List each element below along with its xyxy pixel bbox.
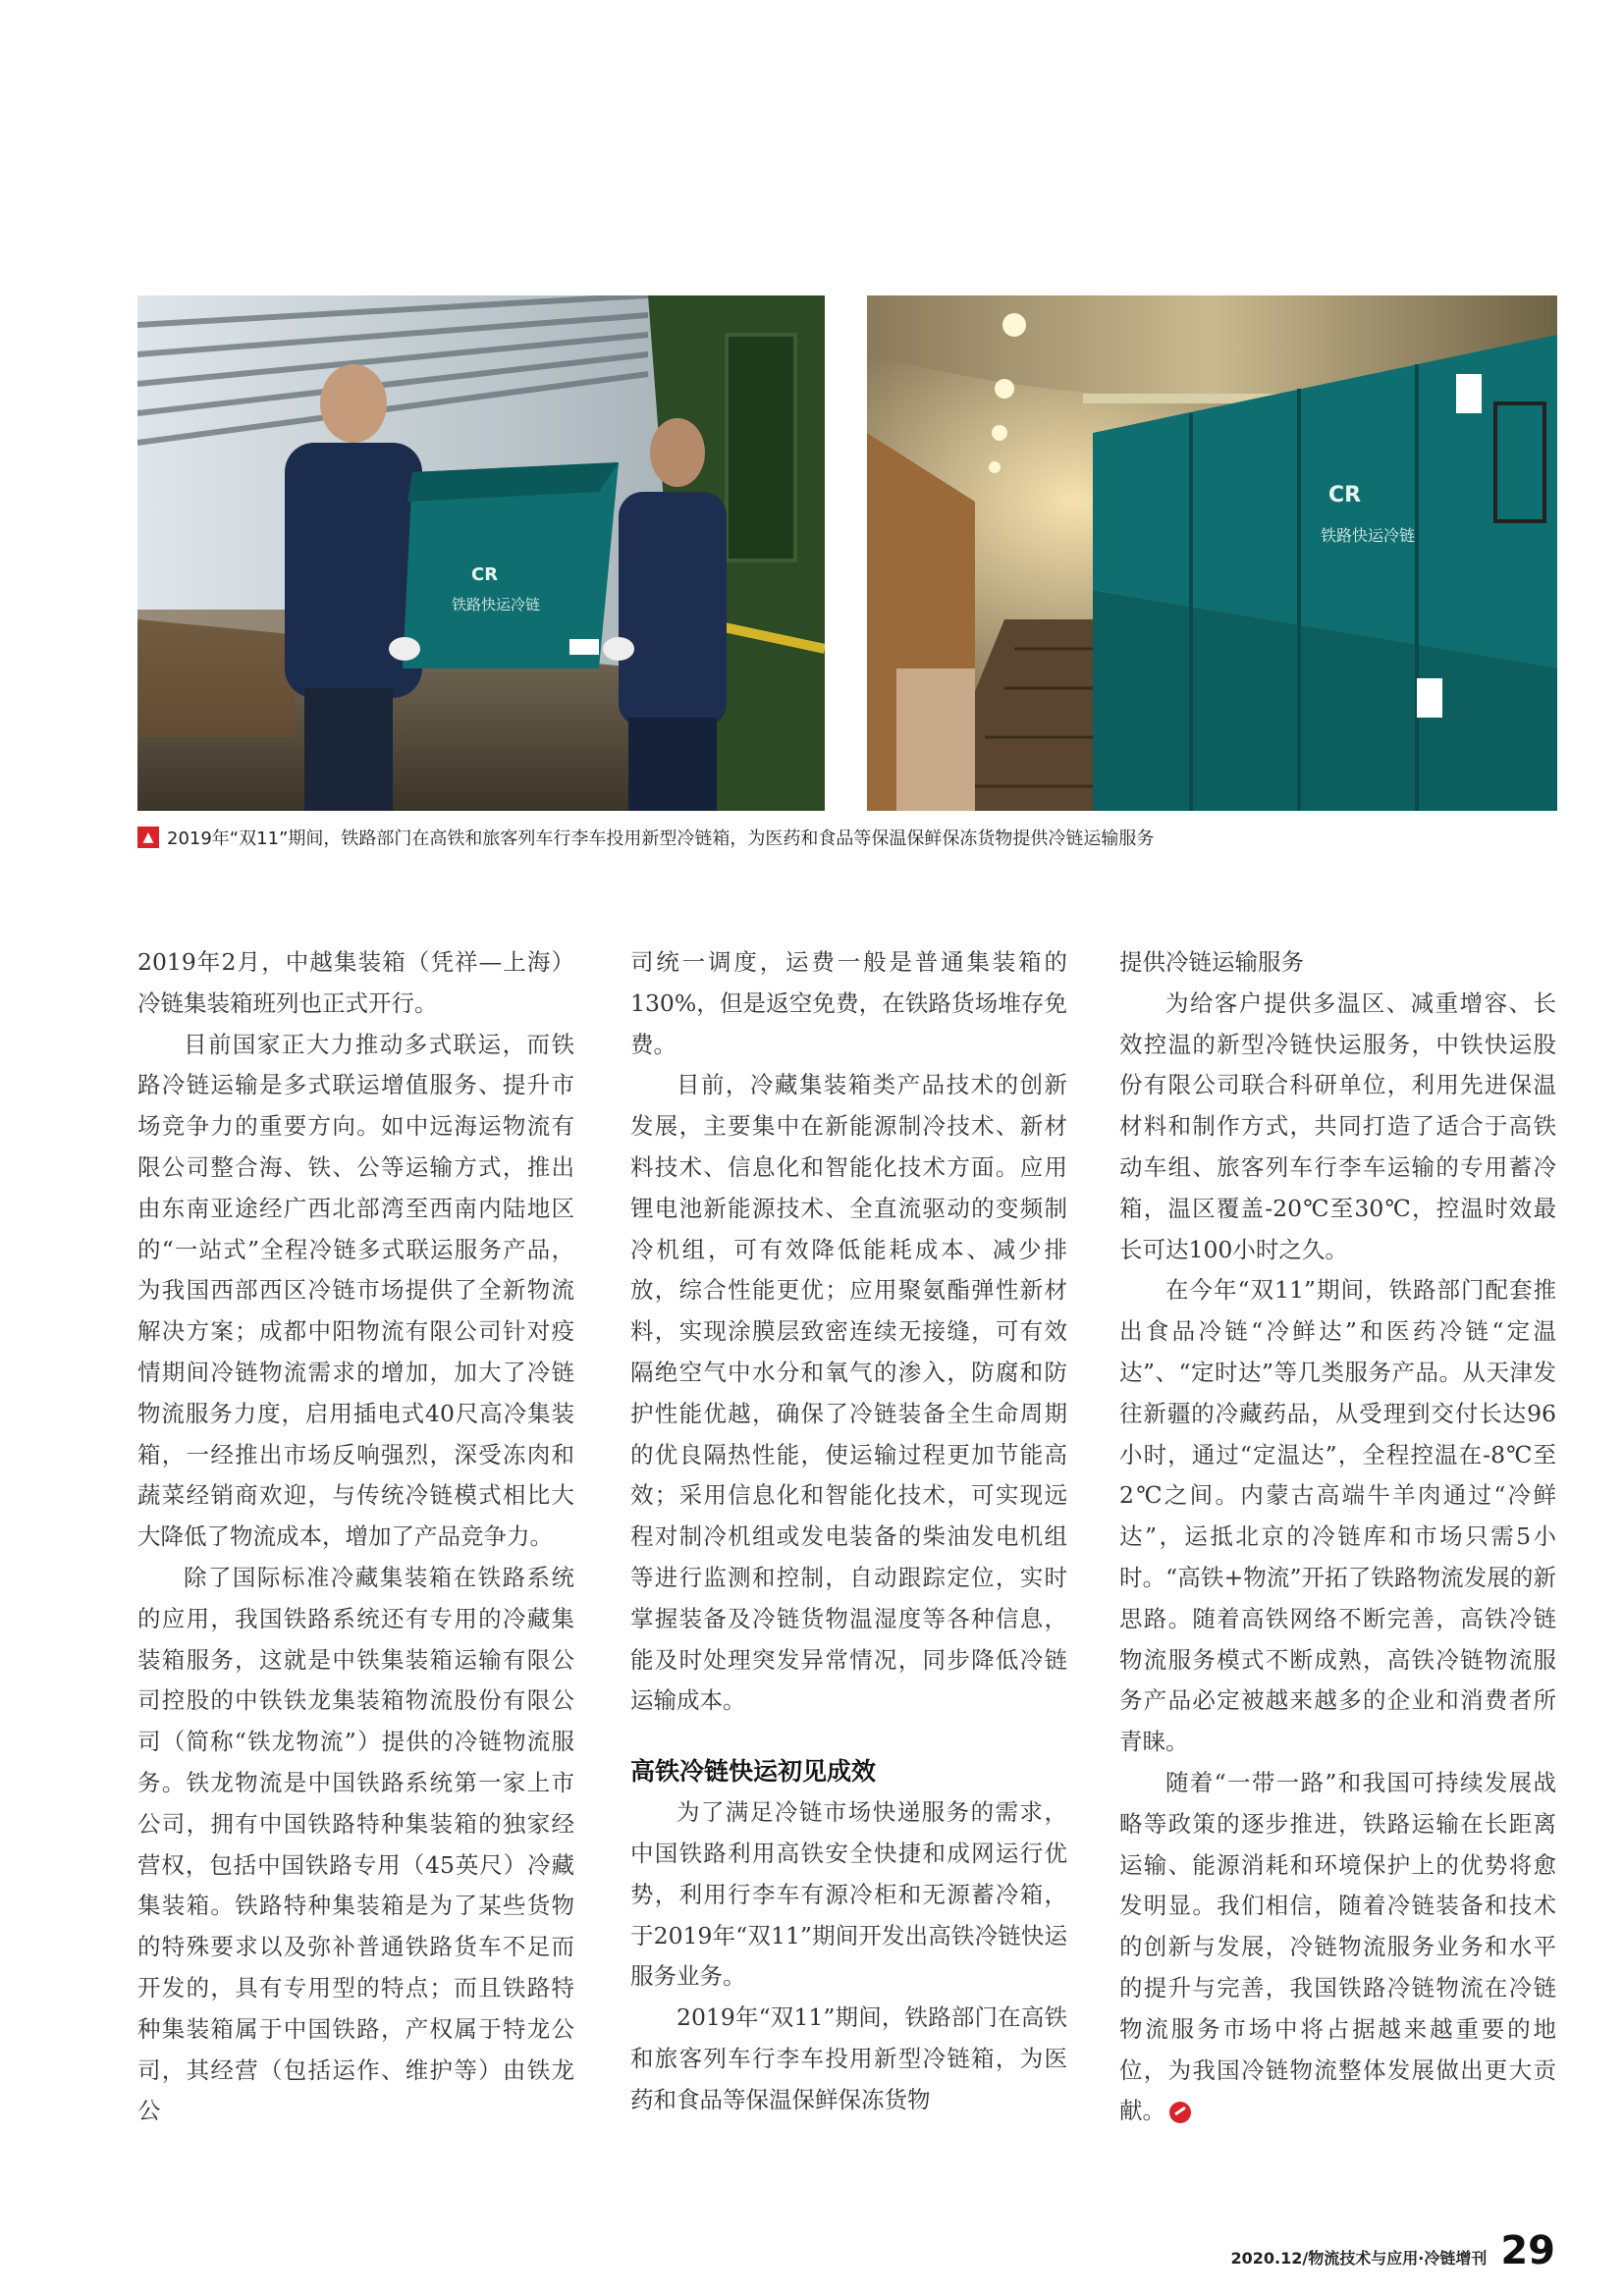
article-end-icon bbox=[1169, 2102, 1191, 2123]
caption-arrow-icon: ▲ bbox=[137, 827, 159, 848]
svg-text:铁路快运冷链: 铁路快运冷链 bbox=[452, 596, 541, 614]
page-number: 29 bbox=[1500, 2228, 1555, 2273]
photo-workers-loading bbox=[137, 295, 825, 811]
article-column-2 bbox=[630, 942, 1067, 2121]
paragraph-text: 随着“一带一路”和我国可持续发展战略等政策的逐步推进，铁路运输在长距离运输、能源消耗和环境保护上的优势将愈发明显。我们相信，随着冷链装备和技术的创新与发展，冷链物流服务业务和水平的提升与完善，我国铁路冷链物流在冷链物流服务市场中将占据越来越重要的地位，为我国冷链物流整体发展做出更大贡献。 bbox=[1119, 1768, 1556, 2125]
paragraph: 目前，冷藏集装箱类产品技术的创新发展，主要集中在新能源制冷技术、新材料技术、信息化和智能化技术方面。应用锂电池新能源技术、全直流驱动的变频制冷机组，可有效降低能耗成本、减少排放，综合性能更优；应用聚氨酯弹性新材料，实现涂膜层致密连续无接缝，可有效隔绝空气中水分和氧气的渗入，防腐和防护性能优越，确保了冷链装备全生命周期的优良隔热性能，使运输过程更加节能高效；采用信息化和智能化技术，可实现远程对制冷机组或发电装备的柴油发电机组等进行监测和控制，自动跟踪定位，实时掌握装备及冷链货物温湿度等各种信息，能及时处理突发异常情况，同步降低冷链运输成本。 bbox=[630, 1071, 1067, 1715]
publication-info: 2020.12/物流技术与应用·冷链增刊 bbox=[1230, 2249, 1488, 2268]
photo-workers-loading-image bbox=[137, 295, 825, 811]
svg-text:CR: CR bbox=[1328, 483, 1362, 507]
paragraph: 提供冷链运输服务 bbox=[1119, 948, 1304, 976]
paragraph: 为给客户提供多温区、减重增容、长效控温的新型冷链快运服务，中铁快运股份有限公司联合科研单位，利用先进保温材料和制作方式，共同打造了适合于高铁动车组、旅客列车行李车运输的专用蓄冷箱，温区覆盖-20℃至30℃，控温时效最长可达100小时之久。 bbox=[1119, 988, 1556, 1263]
paragraph: 为了满足冷链市场快递服务的需求，中国铁路利用高铁安全快捷和成网运行优势，利用行李车有源冷柜和无源蓄冷箱，于2019年“双11”期间开发出高铁冷链快运服务业务。 bbox=[630, 1798, 1067, 1991]
paragraph: 目前国家正大力推动多式联运，而铁路冷链运输是多式联运增值服务、提升市场竞争力的重要方向。如中远海运物流有限公司整合海、铁、公等运输方式，推出由东南亚途经广西北部湾至西南内陆地区的“一站式”全程冷链多式联运服务产品，为我国西部西区冷链市场提供了全新物流解决方案；成都中阳物流有限公司针对疫情期间冷链物流需求的增加，加大了冷链物流服务力度，启用插电式40尺高冷集装箱，一经推出市场反响强烈，深受冻肉和蔬菜经销商欢迎，与传统冷链模式相比大大降低了物流成本，增加了产品竞争力。 bbox=[137, 1030, 574, 1551]
photo-caption bbox=[137, 825, 1561, 850]
svg-text:CR: CR bbox=[471, 564, 499, 585]
page-footer bbox=[1231, 2228, 1555, 2273]
section-heading: 高铁冷链快运初见成效 bbox=[630, 1757, 877, 1787]
paragraph: 除了国际标准冷藏集装箱在铁路系统的应用，我国铁路系统还有专用的冷藏集装箱服务，这就是中铁集装箱运输有限公司控股的中铁铁龙集装箱物流股份有限公司（简称“铁龙物流”）提供的冷链物流服务。铁龙物流是中国铁路系统第一家上市公司，拥有中国铁路特种集装箱的独家经营权，包括中国铁路专用（45英尺）冷藏集装箱。铁路特种集装箱是为了某些货物的特殊要求以及弥补普通铁路货车不足而开发的，具有专用型的特点；而且铁路特种集装箱属于中国铁路，产权属于特龙公司，其经营（包括运作、维护等）由铁龙公 bbox=[137, 1563, 574, 2125]
svg-text:铁路快运冷链: 铁路快运冷链 bbox=[1321, 526, 1416, 545]
paragraph: 2019年“双11”期间，铁路部门在高铁和旅客列车行李车投用新型冷链箱，为医药和食品等保温保鲜保冻货物 bbox=[630, 2003, 1067, 2113]
paragraph: 2019年2月，中越集装箱（凭祥—上海）冷链集装箱班列也正式开行。 bbox=[137, 948, 574, 1017]
article-column-3 bbox=[1119, 942, 1556, 2132]
paragraph: 司统一调度，运费一般是普通集装箱的130%，但是返空免费，在铁路货场堆存免费。 bbox=[630, 948, 1067, 1058]
photo-caption-text: 2019年“双11”期间，铁路部门在高铁和旅客列车行李车投用新型冷链箱，为医药和食品等保温保鲜保冻货物提供冷链运输服务 bbox=[167, 828, 1155, 849]
article-column-1 bbox=[137, 942, 574, 2132]
paragraph bbox=[1119, 1763, 1556, 2132]
photo-carriage-interior-image bbox=[867, 295, 1557, 811]
photo-carriage-interior bbox=[867, 295, 1557, 811]
paragraph: 在今年“双11”期间，铁路部门配套推出食品冷链“冷鲜达”和医药冷链“定温达”、“定时达”等几类服务产品。从天津发往新疆的冷藏药品，从受理到交付长达96小时，通过“定温达”，全程控温在-8℃至2℃之间。内蒙古高端牛羊肉通过“冷鲜达”，运抵北京的冷链库和市场只需5小时。“高铁+物流”开拓了铁路物流发展的新思路。随着高铁网络不断完善，高铁冷链物流服务模式不断成熟，高铁冷链物流服务产品必定被越来越多的企业和消费者所青睐。 bbox=[1119, 1276, 1556, 1756]
